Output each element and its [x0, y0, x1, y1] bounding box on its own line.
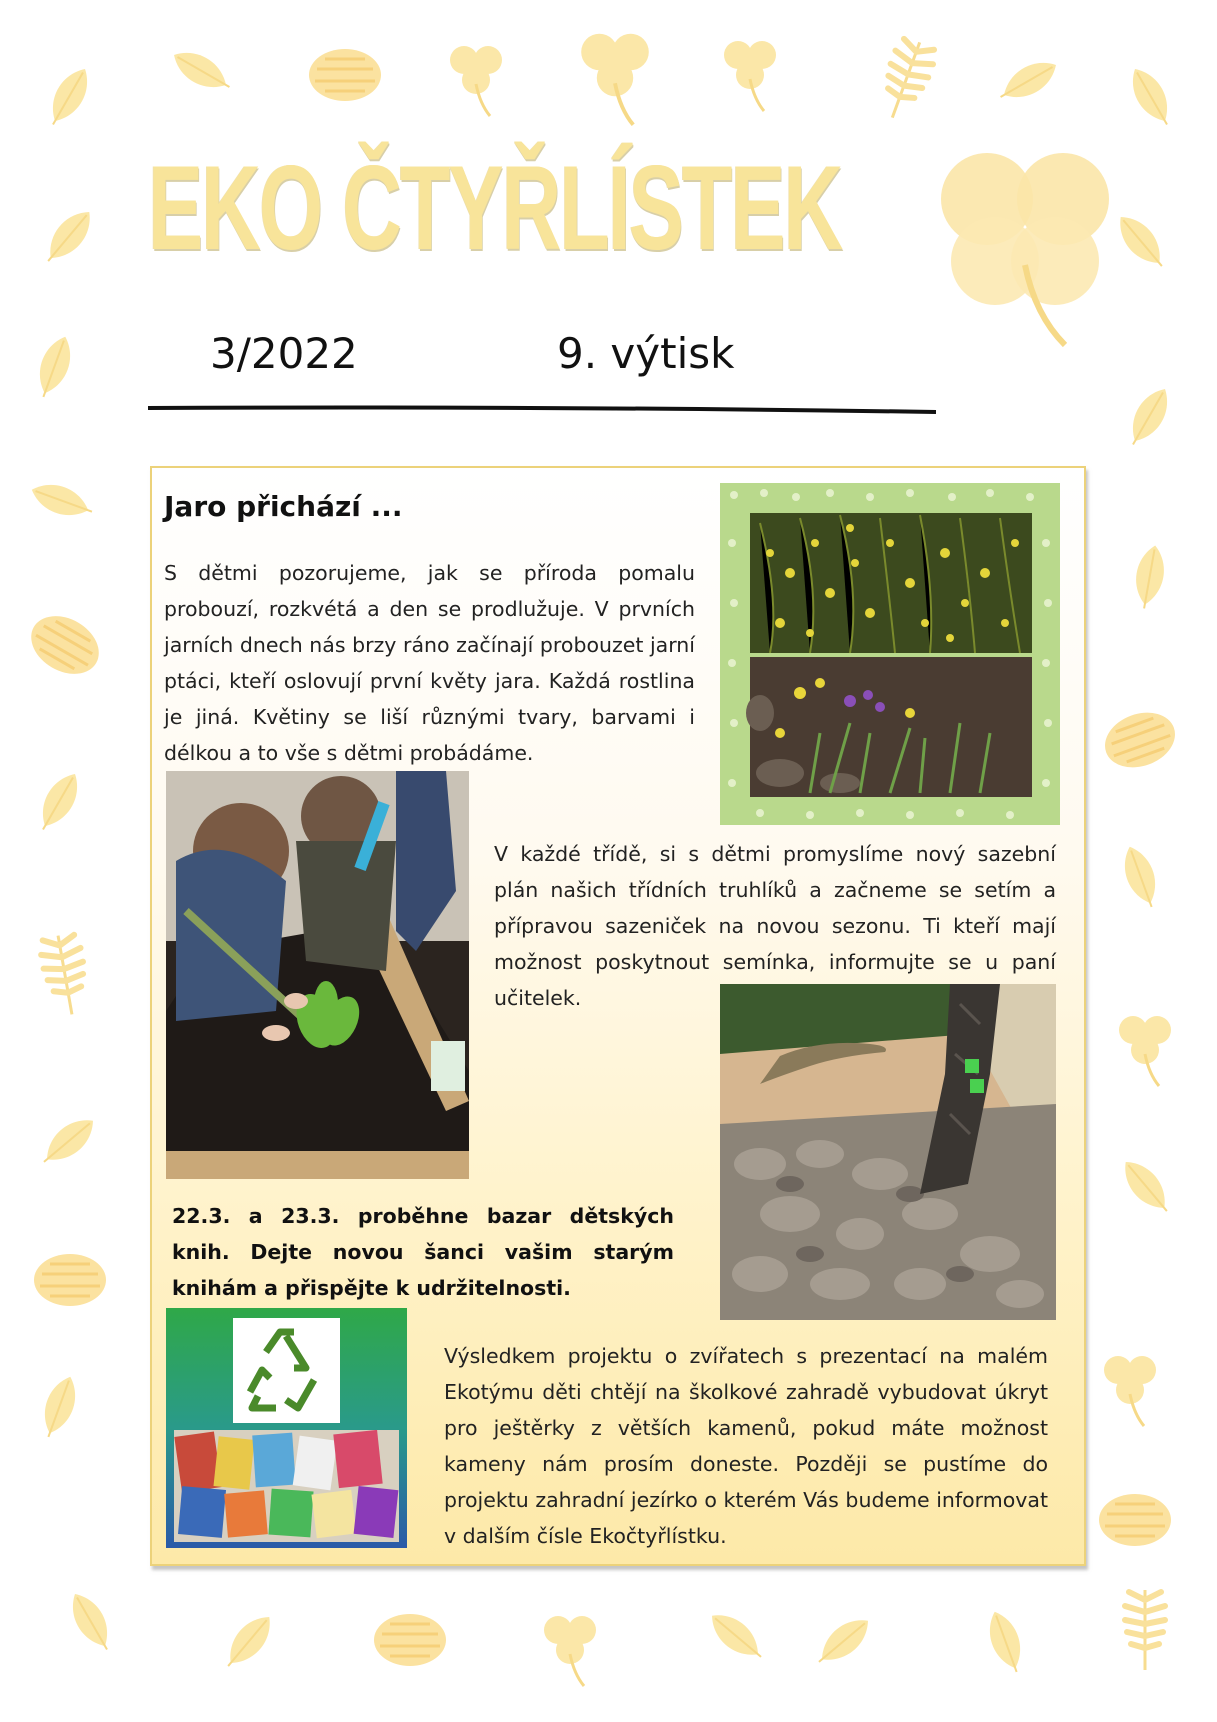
flowers-photo-collage [720, 483, 1060, 825]
children-planting-photo [166, 771, 469, 1179]
article-heading: Jaro přichází ... [164, 490, 403, 523]
newsletter-title: EKO ČTYŘLÍSTEK [148, 141, 842, 275]
lizard-stones-photo [720, 984, 1056, 1320]
issue-date: 3/2022 [210, 329, 358, 378]
header-divider [148, 404, 936, 416]
book-bazaar-announcement: 22.3. a 23.3. proběhne bazar dětských knih. Dejte novou šanci vašim starým knihám a přispějte k udržitelnosti. [172, 1204, 674, 1300]
paragraph-planting: V každé třídě, si s dětmi promyslíme nový sazební plán našich třídních truhlíků a začneme se setím a přípravou sazeniček na novou sezonu. Ti kteří mají možnost poskytnout semínka, informujte se u paní učitelek. [494, 842, 1056, 1010]
issue-number: 9. výtisk [557, 329, 735, 378]
recycling-books-image [166, 1308, 407, 1548]
paragraph-lizard-project: Výsledkem projektu o zvířatech s prezentací na malém Ekotýmu děti chtějí na školkové zahradě vybudovat úkryt pro ještěrky z větších kamenů, pokud máte možnost kameny nám prosím doneste. Později se pustíme do projektu zahradní jezírko o kterém Vás budeme informovat v dalším čísle Ekočtyřlístku. [444, 1344, 1048, 1548]
paragraph-spring: S dětmi pozorujeme, jak se příroda pomalu probouzí, rozkvétá a den se prodlužuje. V prvních jarních dnech nás brzy ráno začínají probouzet jarní ptáci, kteří oslovují první květy jara. Každá rostlina je jiná. Květiny se liší různými tvary, barvami i délkou a to vše s dětmi probádáme. [164, 561, 695, 765]
